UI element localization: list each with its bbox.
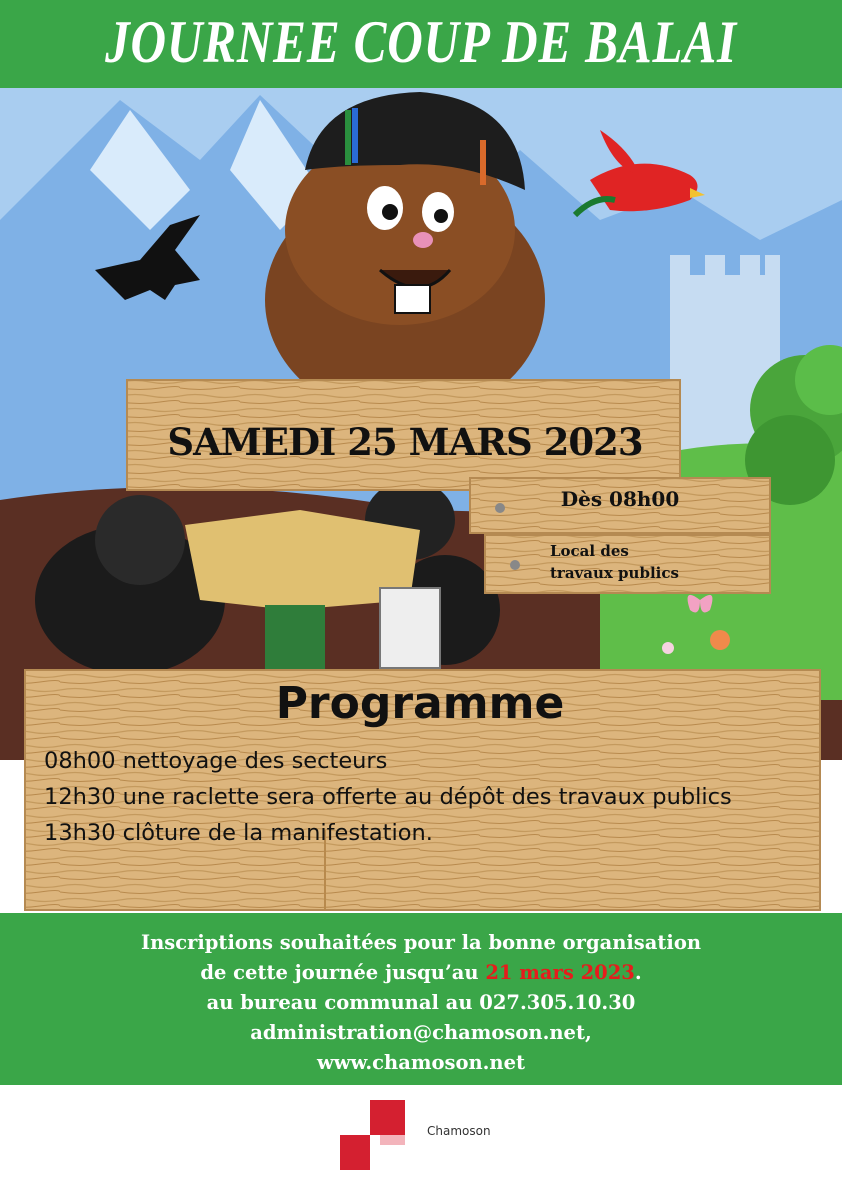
milk-carton bbox=[380, 588, 440, 668]
marmot-teeth bbox=[395, 285, 430, 313]
programme-item: 13h30 clôture de la manifestation. bbox=[44, 820, 433, 846]
castle-battlement bbox=[705, 255, 725, 280]
logo-square bbox=[370, 1100, 405, 1135]
programme-item: 08h00 nettoyage des secteurs bbox=[44, 748, 388, 774]
info-website[interactable]: www.chamoson.net bbox=[316, 1051, 526, 1074]
logo-name: Chamoson bbox=[427, 1124, 491, 1138]
programme-item: 12h30 une raclette sera offerte au dépôt des travaux publics bbox=[44, 784, 732, 810]
info-line-deadline bbox=[0, 958, 842, 988]
flower bbox=[710, 630, 730, 650]
registration-info bbox=[0, 928, 842, 1078]
event-place-line1: Local des bbox=[550, 542, 629, 560]
nail-icon bbox=[510, 560, 520, 570]
event-place bbox=[550, 540, 750, 584]
programme-list bbox=[44, 743, 732, 851]
castle-battlement bbox=[670, 255, 690, 280]
logo-square bbox=[340, 1135, 370, 1170]
info-line: Inscriptions souhaitées pour la bonne organisation bbox=[140, 931, 702, 954]
cap-stripe bbox=[480, 140, 486, 185]
info-deadline-suffix: . bbox=[634, 961, 642, 984]
info-phone: au bureau communal au 027.305.10.30 bbox=[206, 991, 636, 1014]
castle-battlement bbox=[740, 255, 760, 280]
info-email[interactable]: administration@chamoson.net, bbox=[250, 1021, 592, 1044]
programme-title: Programme bbox=[275, 678, 565, 729]
castle-battlement bbox=[765, 255, 780, 280]
deadline-date: 21 mars 2023 bbox=[485, 961, 635, 984]
can bbox=[265, 605, 325, 670]
flower bbox=[662, 642, 674, 654]
event-date: SAMEDI 25 MARS 2023 bbox=[167, 420, 643, 464]
marmot-nose bbox=[413, 232, 433, 248]
marmot-pupil bbox=[382, 204, 398, 220]
trash-bag bbox=[95, 495, 185, 585]
event-place-line2: travaux publics bbox=[550, 564, 679, 582]
marmot-pupil bbox=[434, 209, 448, 223]
info-deadline-prefix: de cette journée jusqu’au bbox=[200, 961, 486, 984]
cap-stripe bbox=[352, 108, 358, 163]
cap-stripe bbox=[345, 110, 351, 165]
poster-title: JOURNEE COUP DE BALAI bbox=[105, 9, 737, 75]
event-time: Dès 08h00 bbox=[560, 487, 680, 511]
logo-square bbox=[380, 1135, 405, 1145]
